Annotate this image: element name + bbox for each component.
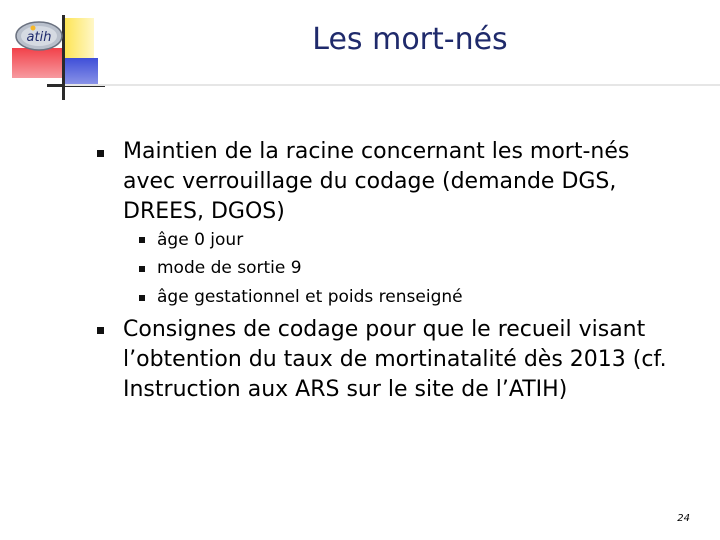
bullet-marker xyxy=(97,327,104,334)
svg-text:atih: atih xyxy=(26,30,52,45)
red-square xyxy=(12,48,62,78)
sub-bullet-marker xyxy=(139,295,145,301)
page-number: 24 xyxy=(677,513,690,524)
sub-bullet-2: mode de sortie 9 xyxy=(157,258,302,278)
bullet-marker xyxy=(97,150,104,157)
bullet-1: Maintien de la racine concernant les mort-nés avec verrouillage du codage (demande DGS, DREES, DGOS) xyxy=(123,139,630,224)
sub-bullet-marker xyxy=(139,237,145,243)
slide-decoration xyxy=(0,0,110,105)
sub-bullet-3: âge gestationnel et poids renseigné xyxy=(157,287,463,307)
atih-logo xyxy=(14,20,64,52)
sub-bullet-marker xyxy=(139,266,145,272)
slide-title: Les mort-nés xyxy=(312,22,508,57)
blue-square xyxy=(62,58,98,86)
bullet-2: Consignes de codage pour que le recueil visant l’obtention du taux de mortinatalité dès 2013 (cf. Instruction aux ARS sur le site de l’ATIH) xyxy=(123,317,667,402)
title-underline xyxy=(65,84,720,86)
sub-bullet-1: âge 0 jour xyxy=(157,230,244,250)
